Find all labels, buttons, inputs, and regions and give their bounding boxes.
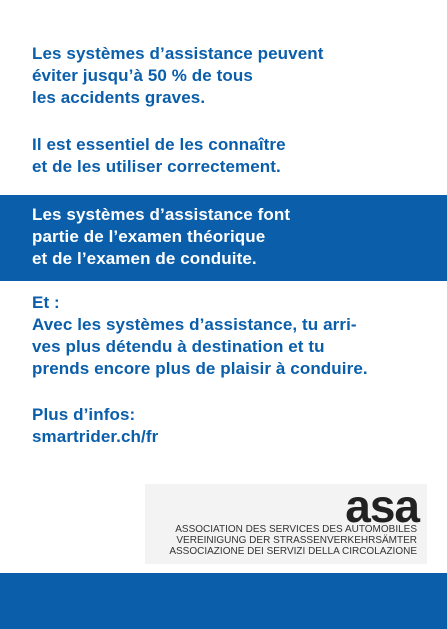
intro-paragraph [32,43,427,109]
essential-line-1: Il est essentiel de les connaître [32,135,286,154]
footer-band [0,573,447,629]
more-info-link[interactable]: smartrider.ch/fr [32,427,159,446]
benefit-line-1: Et : [32,293,60,312]
exam-line-1: Les systèmes d’assistance font [32,205,291,224]
benefit-line-3: ves plus détendu à destination et tu [32,337,325,356]
asa-organisation-names [169,524,417,557]
exam-line-2: partie de l’examen théorique [32,227,266,246]
asa-name-it: ASSOCIAZIONE DEI SERVIZI DELLA CIRCOLAZIONE [169,546,417,557]
intro-line-2: éviter jusqu’à 50 % de tous [32,66,253,85]
exam-paragraph [32,204,427,270]
more-info-section [32,404,427,448]
intro-line-1: Les systèmes d’assistance peuvent [32,44,324,63]
asa-name-fr: ASSOCIATION DES SERVICES DES AUTOMOBILES [175,524,417,535]
benefit-line-2: Avec les systèmes d’assistance, tu arri- [32,315,357,334]
asa-logo [145,480,427,564]
more-info-label: Plus d’infos: [32,405,136,424]
essential-line-2: et de les utiliser correctement. [32,157,281,176]
asa-logo-mark: asa [345,480,419,532]
benefit-line-4: prends encore plus de plaisir à conduire. [32,359,368,378]
essential-paragraph [32,134,427,178]
benefit-paragraph [32,292,427,380]
exam-line-3: et de l’examen de conduite. [32,249,257,268]
asa-name-de: VEREINIGUNG DER STRASSENVERKEHRSÄMTER [176,535,417,546]
intro-line-3: les accidents graves. [32,88,206,107]
